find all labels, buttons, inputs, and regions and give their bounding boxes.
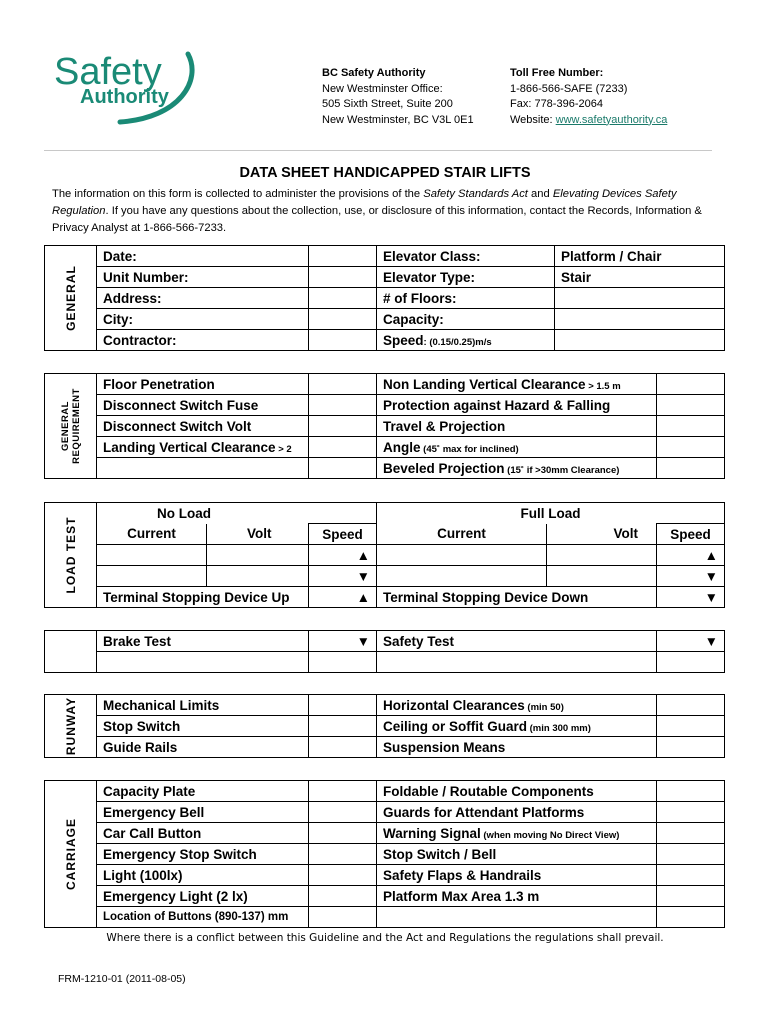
intro-regulation-2: Regulation xyxy=(52,205,106,217)
no-load-heading: No Load xyxy=(97,503,377,524)
landing-clearance-value[interactable] xyxy=(309,437,377,458)
no-load-current-heading: Current xyxy=(97,524,207,545)
intro-text-2: . If you have any questions about the collection, use, or disclosure of this information, contact the Records, Information & Privacy Analyst at 1-866-566-7233. xyxy=(52,205,702,234)
carriage-table xyxy=(44,780,725,928)
emergency-light-value[interactable] xyxy=(309,886,377,907)
non-landing-text: Non Landing Vertical Clearance xyxy=(383,376,586,392)
stop-switch-value[interactable] xyxy=(309,716,377,737)
city-value[interactable] xyxy=(309,309,377,330)
city-address: New Westminster, BC V3L 0E1 xyxy=(322,113,474,126)
intro-paragraph xyxy=(52,186,722,237)
ceiling-note: (min 300 mm) xyxy=(527,722,591,734)
requirement-section-label xyxy=(45,374,97,479)
unit-number-value[interactable] xyxy=(309,267,377,288)
angle-text: Angle xyxy=(383,439,421,455)
full-load-down-arrow: ▼ xyxy=(657,566,725,587)
capacity-value[interactable] xyxy=(555,309,725,330)
non-landing-note: > 1.5 m xyxy=(585,380,621,392)
requirement-section-line2: REQUIREMENT xyxy=(70,388,82,464)
speed-value[interactable] xyxy=(555,330,725,351)
ceiling-guard-label xyxy=(377,716,657,737)
no-load-volt-up[interactable] xyxy=(207,545,309,566)
no-load-down-arrow: ▼ xyxy=(309,566,377,587)
conflict-footnote: Where there is a conflict between this Guideline and the Act and Regulations the regulations shall prevail. xyxy=(106,932,664,944)
no-load-up-arrow: ▲ xyxy=(309,545,377,566)
beveled-projection-label xyxy=(377,458,657,479)
emergency-bell-label: Emergency Bell xyxy=(97,802,309,823)
capacity-plate-value[interactable] xyxy=(309,781,377,802)
speed-text: Speed xyxy=(383,332,424,348)
beveled-text: Beveled Projection xyxy=(383,460,505,476)
guide-rails-label: Guide Rails xyxy=(97,737,309,758)
disconnect-fuse-value[interactable] xyxy=(309,395,377,416)
platform-chair-label: Platform / Chair xyxy=(555,246,725,267)
warning-signal-label xyxy=(377,823,657,844)
elevator-class-label: Elevator Class: xyxy=(377,246,555,267)
warning-text: Warning Signal xyxy=(383,825,481,841)
floors-label: # of Floors: xyxy=(377,288,555,309)
org-name: BC Safety Authority xyxy=(322,67,426,79)
requirement-table xyxy=(44,373,725,479)
full-load-current-up[interactable] xyxy=(377,545,547,566)
safety-flaps-label: Safety Flaps & Handrails xyxy=(377,865,657,886)
empty-cell xyxy=(657,652,725,673)
safety-authority-logo xyxy=(50,40,200,135)
stop-switch-bell-value[interactable] xyxy=(657,844,725,865)
safety-flaps-value[interactable] xyxy=(657,865,725,886)
page-title: DATA SHEET HANDICAPPED STAIR LIFTS xyxy=(239,165,531,181)
horizontal-clearances-value[interactable] xyxy=(657,695,725,716)
landing-note: > 2 xyxy=(275,443,292,455)
emergency-bell-value[interactable] xyxy=(309,802,377,823)
street-address: 505 Sixth Street, Suite 200 xyxy=(322,98,453,110)
safety-test-label: Safety Test xyxy=(377,631,657,652)
phone-number: 1-866-566-SAFE (7233) xyxy=(510,82,628,95)
non-landing-clearance-value[interactable] xyxy=(657,374,725,395)
address-label: Address: xyxy=(97,288,309,309)
landing-text: Landing Vertical Clearance xyxy=(103,439,276,455)
ceiling-text: Ceiling or Soffit Guard xyxy=(383,718,527,734)
load-test-section-label: LOAD TEST xyxy=(45,503,97,608)
suspension-means-label: Suspension Means xyxy=(377,737,657,758)
website-label: Website: xyxy=(510,113,556,126)
suspension-means-value[interactable] xyxy=(657,737,725,758)
brake-test-dropdown[interactable]: ▼ xyxy=(309,631,377,652)
runway-section-label: RUNWAY xyxy=(45,695,97,758)
intro-regulation-1: Elevating Devices Safety xyxy=(552,188,677,200)
capacity-plate-label: Capacity Plate xyxy=(97,781,309,802)
fax-number: Fax: 778-396-2064 xyxy=(510,98,603,110)
intro-text-1: The information on this form is collected to administer the provisions of the xyxy=(52,188,424,200)
form-number: FRM-1210-01 (2011-08-05) xyxy=(58,973,186,985)
beveled-note: (15˚ if >30mm Clearance) xyxy=(504,464,620,476)
city-label: City: xyxy=(97,309,309,330)
empty-cell xyxy=(97,458,309,479)
no-load-current-up[interactable] xyxy=(97,545,207,566)
logo-authority-text: Authority xyxy=(80,86,169,108)
empty-cell xyxy=(657,907,725,928)
light-value[interactable] xyxy=(309,865,377,886)
car-call-button-value[interactable] xyxy=(309,823,377,844)
attendant-guards-value[interactable] xyxy=(657,802,725,823)
no-load-volt-down[interactable] xyxy=(207,566,309,587)
button-location-label: Location of Buttons (890-137) mm xyxy=(97,907,309,928)
tsd-down-label: Terminal Stopping Device Down xyxy=(377,587,657,608)
ceiling-guard-value[interactable] xyxy=(657,716,725,737)
foldable-components-value[interactable] xyxy=(657,781,725,802)
empty-cell xyxy=(309,458,377,479)
office-address xyxy=(322,66,474,128)
full-load-speed-heading: Speed xyxy=(657,524,725,545)
emergency-stop-label: Emergency Stop Switch xyxy=(97,844,309,865)
travel-projection-label: Travel & Projection xyxy=(377,416,657,437)
full-load-heading: Full Load xyxy=(377,503,725,524)
disconnect-volt-value[interactable] xyxy=(309,416,377,437)
speed-label xyxy=(377,330,555,351)
angle-value[interactable] xyxy=(657,437,725,458)
full-load-volt-up[interactable] xyxy=(547,545,657,566)
address-value[interactable] xyxy=(309,288,377,309)
angle-note: (45˚ max for inclined) xyxy=(420,443,519,455)
requirement-section-line1: GENERAL xyxy=(59,401,71,451)
speed-note: : (0.15/0.25)m/s xyxy=(423,336,492,348)
floor-penetration-label: Floor Penetration xyxy=(97,374,309,395)
no-load-volt-heading: Volt xyxy=(207,524,309,545)
general-section-label: GENERAL xyxy=(45,246,97,351)
contractor-label: Contractor: xyxy=(97,330,309,351)
mechanical-limits-label: Mechanical Limits xyxy=(97,695,309,716)
stop-switch-bell-label: Stop Switch / Bell xyxy=(377,844,657,865)
angle-label xyxy=(377,437,657,458)
floor-penetration-value[interactable] xyxy=(309,374,377,395)
website-link[interactable]: www.safetyauthority.ca xyxy=(555,113,668,126)
no-load-speed-heading: Speed xyxy=(309,524,377,545)
tsd-down-arrow[interactable]: ▼ xyxy=(657,587,725,608)
floors-value[interactable] xyxy=(555,288,725,309)
stop-switch-label: Stop Switch xyxy=(97,716,309,737)
full-load-volt-heading: Volt xyxy=(547,524,657,545)
empty-side-cell xyxy=(45,631,97,673)
beveled-projection-value[interactable] xyxy=(657,458,725,479)
landing-clearance-label xyxy=(97,437,309,458)
attendant-guards-label: Guards for Attendant Platforms xyxy=(377,802,657,823)
unit-number-label: Unit Number: xyxy=(97,267,309,288)
no-load-current-down[interactable] xyxy=(97,566,207,587)
website-line xyxy=(510,113,667,129)
platform-max-area-label: Platform Max Area 1.3 m xyxy=(377,886,657,907)
full-load-current-heading: Current xyxy=(377,524,547,545)
tsd-up-label: Terminal Stopping Device Up xyxy=(97,587,309,608)
elevator-type-label: Elevator Type: xyxy=(377,267,555,288)
button-location-value[interactable] xyxy=(309,907,377,928)
toll-free-label: Toll Free Number: xyxy=(510,67,604,79)
stair-label: Stair xyxy=(555,267,725,288)
tsd-up-arrow[interactable]: ▲ xyxy=(309,587,377,608)
light-label: Light (100lx) xyxy=(97,865,309,886)
full-load-up-arrow: ▲ xyxy=(657,545,725,566)
platform-max-area-value[interactable] xyxy=(657,886,725,907)
car-call-button-label: Car Call Button xyxy=(97,823,309,844)
office-label: New Westminster Office: xyxy=(322,82,443,95)
header-divider xyxy=(44,150,712,151)
runway-table xyxy=(44,694,725,758)
emergency-light-label: Emergency Light (2 lx) xyxy=(97,886,309,907)
contractor-value[interactable] xyxy=(309,330,377,351)
travel-projection-value[interactable] xyxy=(657,416,725,437)
mechanical-limits-value[interactable] xyxy=(309,695,377,716)
brake-test-result[interactable] xyxy=(97,652,309,673)
horizontal-clearances-label xyxy=(377,695,657,716)
carriage-section-label: CARRIAGE xyxy=(45,781,97,928)
disconnect-fuse-label: Disconnect Switch Fuse xyxy=(97,395,309,416)
brake-safety-table xyxy=(44,630,725,673)
warning-note: (when moving No Direct View) xyxy=(480,829,620,841)
date-value[interactable] xyxy=(309,246,377,267)
full-load-volt-down[interactable] xyxy=(547,566,657,587)
empty-cell xyxy=(377,907,657,928)
foldable-components-label: Foldable / Routable Components xyxy=(377,781,657,802)
contact-info xyxy=(510,66,667,128)
horizontal-note: (min 50) xyxy=(524,701,564,713)
disconnect-volt-label: Disconnect Switch Volt xyxy=(97,416,309,437)
date-label: Date: xyxy=(97,246,309,267)
logo-safety-text: Safety xyxy=(54,51,162,93)
warning-signal-value[interactable] xyxy=(657,823,725,844)
protection-label: Protection against Hazard & Falling xyxy=(377,395,657,416)
full-load-current-down[interactable] xyxy=(377,566,547,587)
brake-test-label: Brake Test xyxy=(97,631,309,652)
empty-cell xyxy=(309,652,377,673)
safety-test-result[interactable] xyxy=(377,652,657,673)
general-table xyxy=(44,245,725,351)
intro-act: Safety Standards Act xyxy=(423,188,528,200)
guide-rails-value[interactable] xyxy=(309,737,377,758)
capacity-label: Capacity: xyxy=(377,309,555,330)
non-landing-clearance-label xyxy=(377,374,657,395)
protection-value[interactable] xyxy=(657,395,725,416)
intro-and: and xyxy=(527,188,553,200)
safety-test-dropdown[interactable]: ▼ xyxy=(657,631,725,652)
horizontal-text: Horizontal Clearances xyxy=(383,697,525,713)
emergency-stop-value[interactable] xyxy=(309,844,377,865)
load-test-table xyxy=(44,502,725,608)
